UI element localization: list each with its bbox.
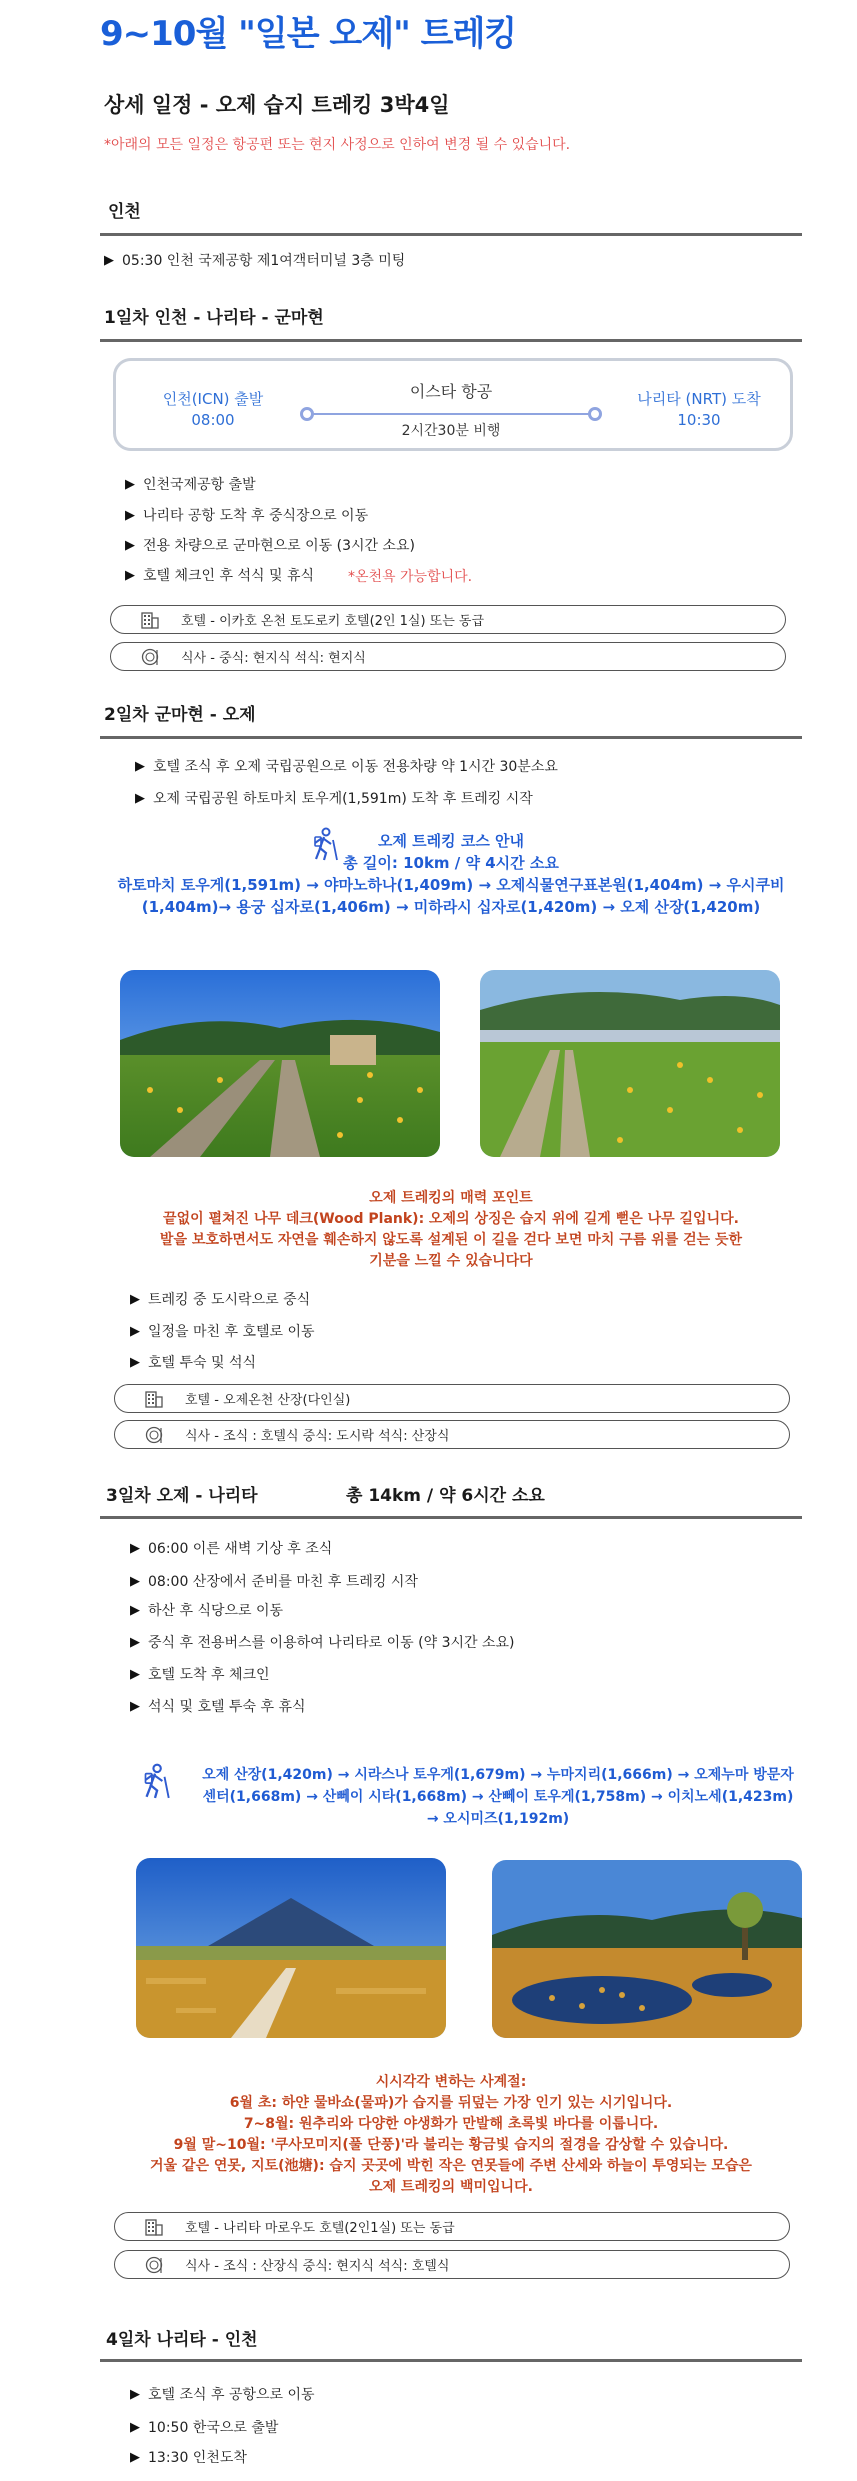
section-title-day2: 2일차 군마현 - 오제 [104,705,256,725]
day3-route: 오제 산장(1,420m) → 시라스나 토우게(1,679m) → 누마지리(1,666m) → 오제누마 방문자 센터(1,668m) → 산뻬이 시타(1,668m) → 산뻬이 토우게(1,758m) → 이치노세(1,423m) → 오시미즈(1,192m) [202,1767,794,1827]
list-item: ▶ 06:00 이른 새벽 기상 후 조식 [130,1540,333,1557]
arrival-dot [588,407,602,421]
section-divider [100,233,802,236]
flight-departure: 인천(ICN) 출발 08:00 [162,390,264,429]
triangle-right-icon: ▶ [135,790,145,806]
airline-name: 이스타 항공 [409,382,493,401]
triangle-right-icon: ▶ [125,567,135,583]
meal-info: 식사 - 조식 : 호텔식 중식: 도시락 석식: 산장식 [114,1420,790,1449]
list-item: ▶ 08:00 산장에서 준비를 마친 후 트레킹 시작 [130,1573,418,1590]
list-item: ▶ 호텔 투숙 및 석식 [130,1354,257,1371]
course-heading: 오제 트레킹 코스 안내 [377,832,525,850]
wetland-trail-photo [480,970,780,1157]
page-title: 9~10월 "일본 오제" 트레킹 [100,14,517,54]
list-item: ▶ 일정을 마친 후 호텔로 이동 [130,1323,315,1340]
triangle-right-icon: ▶ [130,1698,140,1714]
triangle-right-icon: ▶ [130,1540,140,1556]
triangle-right-icon: ▶ [130,1634,140,1650]
list-item: ▶ 나리타 공항 도착 후 중식장으로 이동 [125,507,369,524]
mountain-pond-photo [492,1860,802,2038]
section-divider [100,2359,802,2362]
list-item: ▶ 오제 국립공원 하토마치 토우게(1,591m) 도착 후 트레킹 시작 [135,790,533,807]
building-icon [139,610,161,630]
change-notice: *아래의 모든 일정은 항공편 또는 현지 사정으로 인하여 변경 될 수 있습니다. [104,137,571,153]
day3-distance: 총 14km / 약 6시간 소요 [346,1486,545,1506]
itinerary-subtitle: 상세 일정 - 오제 습지 트레킹 3박4일 [104,93,450,117]
list-item: ▶ 10:50 한국으로 출발 [130,2419,279,2436]
triangle-right-icon: ▶ [130,1666,140,1682]
course-route: 하토마치 토우게(1,591m) → 야마노하나(1,409m) → 오제식물연구표본원(1,404m) → 우시쿠비 [117,876,785,894]
triangle-right-icon: ▶ [125,537,135,553]
list-item: ▶ 인천국제공항 출발 [125,476,256,493]
section-title-day1: 1일차 인천 - 나리타 - 군마현 [104,308,324,328]
meal-info: 식사 - 중식: 현지식 석식: 현지식 [110,642,786,671]
triangle-right-icon: ▶ [130,1573,140,1589]
flight-route [286,379,616,439]
triangle-right-icon: ▶ [130,1354,140,1370]
list-item: ▶ 석식 및 호텔 투숙 후 휴식 [130,1698,306,1715]
list-item: ▶ 하산 후 식당으로 이동 [130,1602,284,1619]
list-item: ▶ 호텔 조식 후 오제 국립공원으로 이동 전용차량 약 1시간 30분소요 [135,758,558,775]
triangle-right-icon: ▶ [125,507,135,523]
list-item: ▶ 트레킹 중 도시락으로 중식 [130,1291,311,1308]
list-item: ▶ 호텔 도착 후 체크인 [130,1666,270,1683]
list-item: ▶ 호텔 조식 후 공항으로 이동 [130,2386,315,2403]
hotel-info: 호텔 - 오제온천 산장(다인실) [114,1384,790,1413]
course-route: (1,404m)→ 용궁 십자로(1,406m) → 미하라시 십자로(1,420m) → 오제 산장(1,420m) [141,898,761,916]
triangle-right-icon: ▶ [130,2419,140,2435]
course-length: 총 길이: 10km / 약 4시간 소요 [343,854,559,872]
meal-info: 식사 - 조식 : 산장식 중식: 현지식 석식: 호텔식 [114,2250,790,2279]
boardwalk-photo [120,970,440,1157]
list-item: ▶ 호텔 체크인 후 석식 및 휴식 [125,567,315,584]
dish-icon [139,647,161,667]
triangle-right-icon: ▶ [130,1291,140,1307]
triangle-right-icon: ▶ [130,2449,140,2465]
charm-heading: 오제 트레킹의 매력 포인트 [369,1190,533,1206]
onsen-note: *온천욕 가능합니다. [348,569,473,585]
dish-icon [143,2255,165,2275]
section-title-incheon: 인천 [108,202,141,222]
triangle-right-icon: ▶ [104,252,114,268]
building-icon [143,2217,165,2237]
hiker-icon [136,1762,174,1804]
triangle-right-icon: ▶ [130,2386,140,2402]
section-title-day4: 4일차 나리타 - 인천 [106,2330,258,2350]
section-divider [100,339,802,342]
season-info: 시시각각 변하는 사계절: 6월 초: 하얀 물바쇼(물파)가 습지를 뒤덮는 가장 인기 있는 시기입니다. 7~8월: 원추리와 다양한 야생화가 만발해 초록빛 바다를 이룹니다. 9월 말~10월: '쿠사모미지(풀 단풍)'라 불리는 황금빛 습지의 절경을 감상할 수 있습니다. 거울 같은 연못, 지토(池塘): 습지 곳곳에 박힌 작은 연못들에 주변 산세와 하늘이 투영되는 모습은 오제 트레킹의 백미입니다. [100,2072,802,2198]
flight-path-line [306,413,596,415]
list-item: ▶ 05:30 인천 국제공항 제1여객터미널 3층 미팅 [104,252,406,269]
triangle-right-icon: ▶ [135,758,145,774]
building-icon [143,1389,165,1409]
list-item: ▶ 중식 후 전용버스를 이용하여 나리타로 이동 (약 3시간 소요) [130,1634,515,1651]
list-item: ▶ 전용 차량으로 군마현으로 이동 (3시간 소요) [125,537,415,554]
list-item: ▶ 13:30 인천도착 [130,2449,247,2466]
triangle-right-icon: ▶ [130,1602,140,1618]
triangle-right-icon: ▶ [125,476,135,492]
flight-arrival: 나리타 (NRT) 도착 10:30 [637,390,761,429]
hotel-info: 호텔 - 이카호 온천 토도로키 호텔(2인 1실) 또는 동급 [110,605,786,634]
flight-duration: 2시간30분 비행 [401,423,501,439]
course-guide [100,830,802,918]
section-divider [100,1516,802,1519]
section-divider [100,736,802,739]
triangle-right-icon: ▶ [130,1323,140,1339]
departure-dot [300,407,314,421]
flight-info-box [113,358,793,451]
dish-icon [143,1425,165,1445]
section-title-day3: 3일차 오제 - 나리타 [106,1486,258,1506]
hotel-info: 호텔 - 나리타 마로우도 호텔(2인1실) 또는 동급 [114,2212,790,2241]
season-heading: 시시각각 변하는 사계절: [375,2074,527,2090]
charm-points: 오제 트레킹의 매력 포인트 끝없이 펼쳐진 나무 데크(Wood Plank): 오제의 상징은 습지 위에 길게 뻗은 나무 길입니다. 발을 보호하면서도 자연을 훼손하지 않도록 설계된 이 길을 걷다 보면 마치 구름 위를 걷는 듯한 기분을 느낄 수 있습니다다 [100,1188,802,1272]
autumn-wetland-photo [136,1858,446,2038]
